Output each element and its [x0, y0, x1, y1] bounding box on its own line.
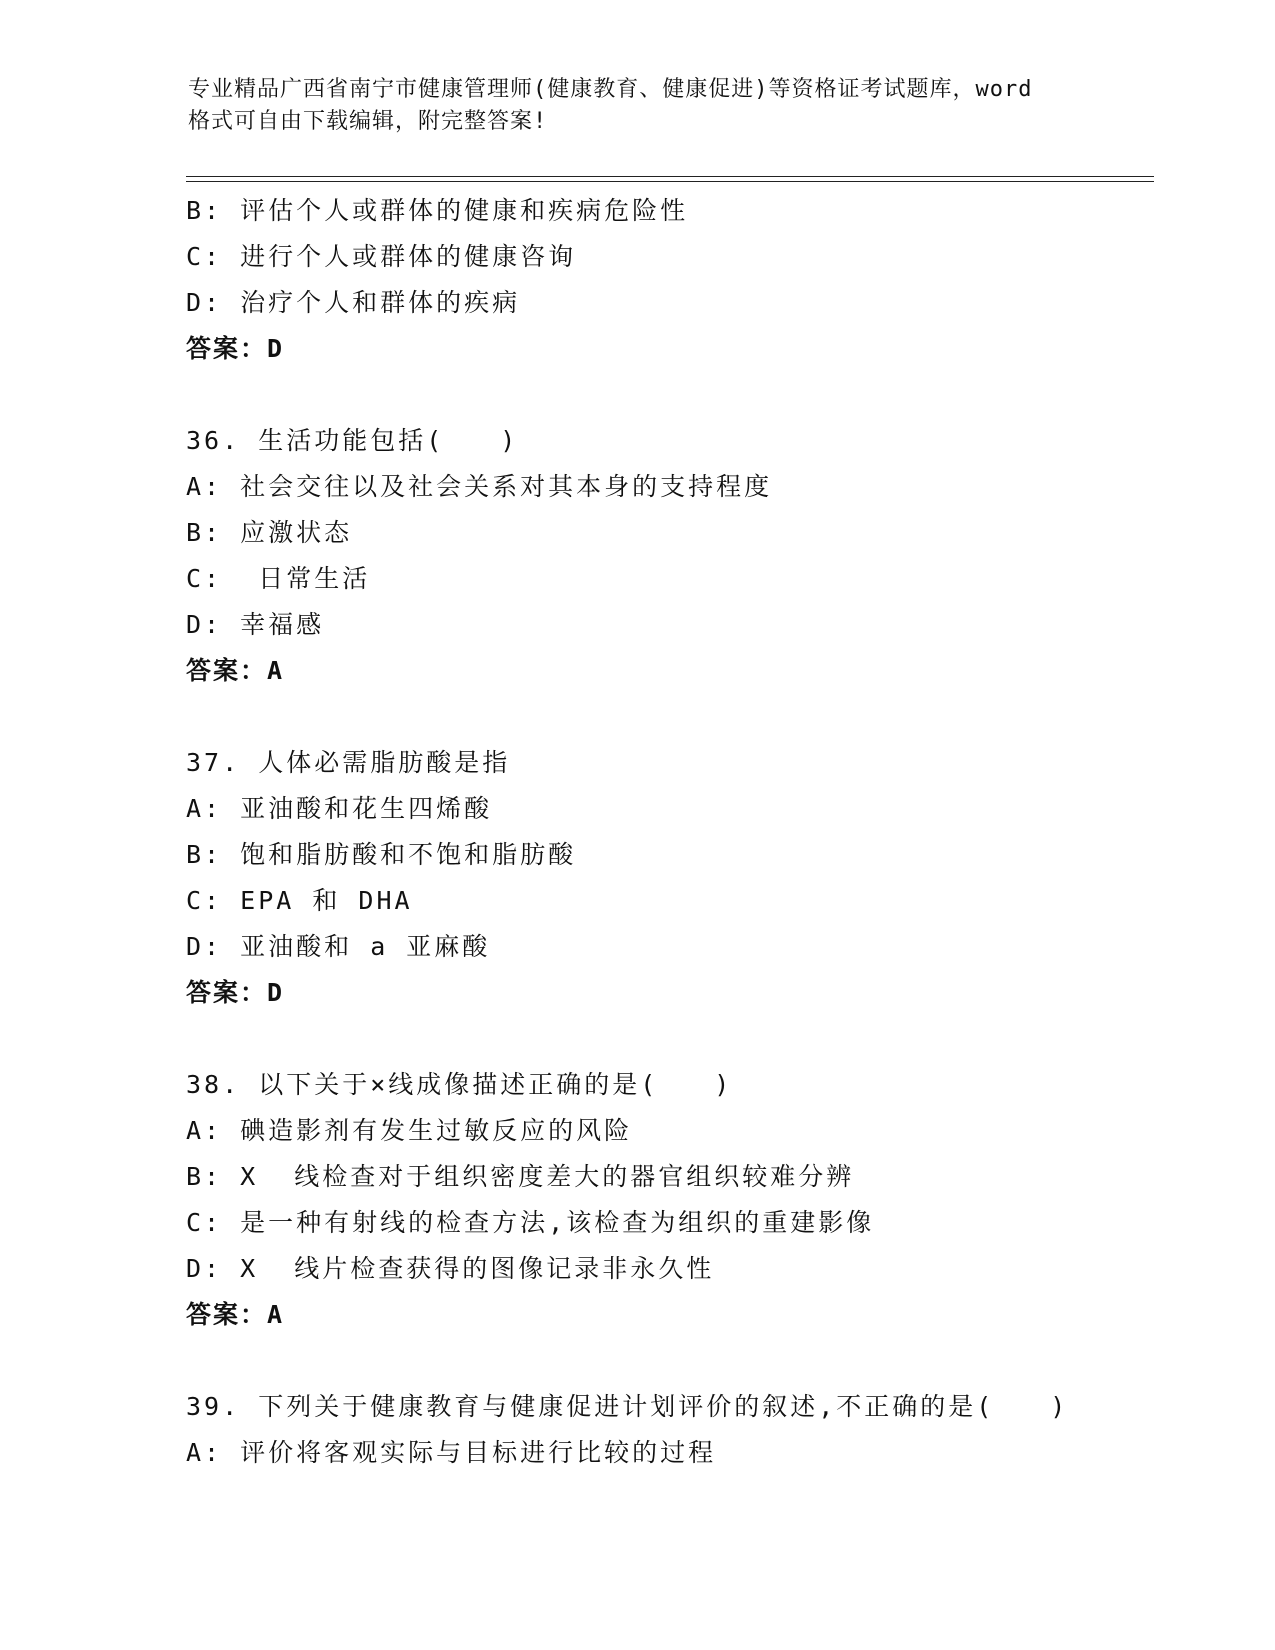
- q39-option-a: A: 评价将客观实际与目标进行比较的过程: [186, 1438, 717, 1467]
- q38-option-d: D: X 线片检查获得的图像记录非永久性: [186, 1254, 715, 1283]
- q36-answer: 答案：A: [186, 656, 285, 685]
- header-line-2: 格式可自由下载编辑，附完整答案!: [188, 109, 548, 134]
- q38-question: 38. 以下关于×线成像描述正确的是( ): [186, 1070, 733, 1099]
- q35-option-c: C: 进行个人或群体的健康咨询: [186, 242, 577, 271]
- q36-question: 36. 生活功能包括( ): [186, 426, 519, 455]
- q36-option-a: A: 社会交往以及社会关系对其本身的支持程度: [186, 472, 773, 501]
- question-36-block: [186, 418, 1166, 694]
- spacer: [186, 1016, 1166, 1062]
- q35-option-b: B: 评估个人或群体的健康和疾病危险性: [186, 196, 689, 225]
- question-37-block: [186, 740, 1166, 1016]
- spacer: [186, 1338, 1166, 1384]
- document-header: [188, 74, 1108, 138]
- header-line-1: 专业精品广西省南宁市健康管理师(健康教育、健康促进)等资格证考试题库，word: [188, 77, 1033, 102]
- q37-option-d: D: 亚油酸和 a 亚麻酸: [186, 932, 491, 961]
- question-39-block: [186, 1384, 1166, 1476]
- q38-option-b: B: X 线检查对于组织密度差大的器官组织较难分辨: [186, 1162, 855, 1191]
- q37-option-c: C: EPA 和 DHA: [186, 886, 413, 915]
- q37-question: 37. 人体必需脂肪酸是指: [186, 748, 511, 777]
- question-38-block: [186, 1062, 1166, 1338]
- q37-option-b: B: 饱和脂肪酸和不饱和脂肪酸: [186, 840, 577, 869]
- q36-option-d: D: 幸福感: [186, 610, 325, 639]
- q37-answer: 答案：D: [186, 978, 285, 1007]
- q38-option-c: C: 是一种有射线的检查方法,该检查为组织的重建影像: [186, 1208, 875, 1237]
- q39-question: 39. 下列关于健康教育与健康促进计划评价的叙述,不正确的是( ): [186, 1392, 1069, 1421]
- question-list: [186, 188, 1166, 1476]
- spacer: [186, 694, 1166, 740]
- spacer: [186, 372, 1166, 418]
- q35-option-d: D: 治疗个人和群体的疾病: [186, 288, 521, 317]
- q38-option-a: A: 碘造影剂有发生过敏反应的风险: [186, 1116, 633, 1145]
- header-divider-top: [186, 176, 1154, 177]
- question-35-block: [186, 188, 1166, 372]
- q36-option-c: C: 日常生活: [186, 564, 371, 593]
- header-divider-bottom: [186, 181, 1154, 182]
- q36-option-b: B: 应激状态: [186, 518, 353, 547]
- q37-option-a: A: 亚油酸和花生四烯酸: [186, 794, 493, 823]
- q38-answer: 答案：A: [186, 1300, 285, 1329]
- q35-answer: 答案：D: [186, 334, 285, 363]
